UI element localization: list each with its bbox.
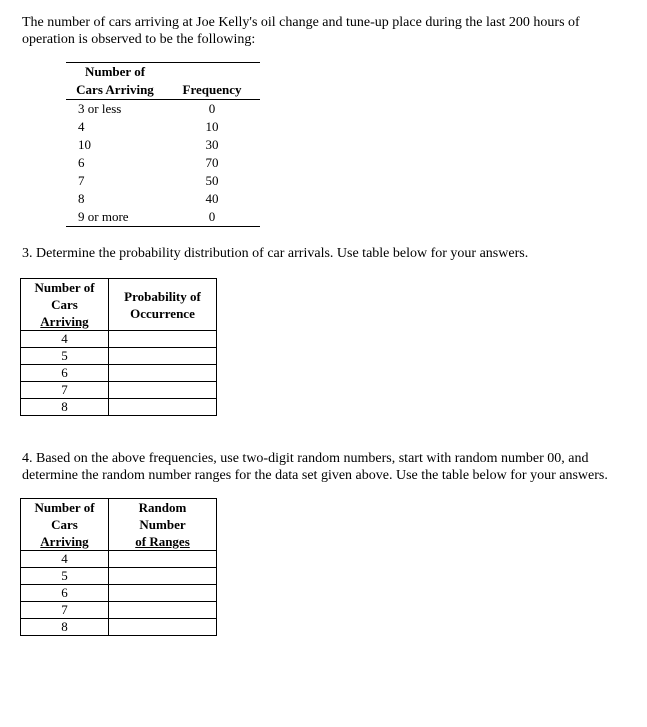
- q4-cell-cars: 7: [21, 602, 109, 619]
- q3-cell-cars: 4: [21, 331, 109, 348]
- q3-cell-cars: 7: [21, 382, 109, 399]
- table-row: [66, 118, 260, 136]
- q4-header-random-ranges: Random Number of Ranges: [109, 499, 217, 551]
- table-row: [21, 551, 217, 568]
- freq-cell-frequency: 70: [205, 155, 219, 170]
- q3-answer-cell[interactable]: [109, 399, 217, 416]
- freq-cell-cars: 3 or less: [78, 101, 122, 116]
- q3-header-cars: Number of Cars Arriving: [21, 279, 109, 331]
- question-3-text: 3. Determine the probability distribution of car arrivals. Use table below for your answers.: [22, 246, 529, 261]
- q4-answer-cell[interactable]: [109, 551, 217, 568]
- freq-cell-frequency: 10: [205, 119, 219, 134]
- intro-text: The number of cars arriving at Joe Kelly's oil change and tune-up place during the last 200 hours of operation is observed to be the following:: [22, 15, 580, 47]
- table-row: [66, 190, 260, 208]
- table-row: [66, 154, 260, 172]
- table-row: [21, 382, 217, 399]
- q4-cell-cars: 6: [21, 585, 109, 602]
- q4-answer-cell[interactable]: [109, 619, 217, 636]
- q3-cell-cars: 8: [21, 399, 109, 416]
- freq-cell-frequency: 40: [205, 191, 219, 206]
- table-row: [21, 365, 217, 382]
- q3-cell-cars: 5: [21, 348, 109, 365]
- q3-cell-cars: 6: [21, 365, 109, 382]
- freq-header-frequency: Frequency: [164, 81, 260, 100]
- frequency-table: [66, 62, 260, 227]
- table-row: [21, 348, 217, 365]
- q4-answer-cell[interactable]: [109, 568, 217, 585]
- freq-cell-frequency: 50: [205, 173, 219, 188]
- freq-cell-frequency: 0: [208, 101, 216, 116]
- q4-cell-cars: 4: [21, 551, 109, 568]
- freq-cell-cars: 8: [78, 191, 85, 206]
- table-row: [21, 619, 217, 636]
- table-row: [21, 602, 217, 619]
- q3-header-probability: Probability of Occurrence: [109, 279, 217, 331]
- question-4-text: 4. Based on the above frequencies, use two-digit random numbers, start with random number 00, and determine the random number ranges for the data set given above. Use the table below for your answers.: [22, 451, 608, 483]
- freq-cell-cars: 10: [78, 137, 91, 152]
- freq-cell-cars: 9 or more: [66, 208, 164, 227]
- q4-answer-cell[interactable]: [109, 602, 217, 619]
- q3-answer-cell[interactable]: [109, 382, 217, 399]
- table-row: [66, 136, 260, 154]
- freq-cell-cars: 4: [78, 119, 85, 134]
- q4-header-cars: Number of Cars Arriving: [21, 499, 109, 551]
- q3-answer-cell[interactable]: [109, 348, 217, 365]
- random-number-answer-table: [20, 498, 217, 636]
- table-row: [66, 208, 260, 227]
- freq-cell-frequency: 0: [164, 208, 260, 227]
- table-row: [66, 172, 260, 190]
- q3-answer-cell[interactable]: [109, 331, 217, 348]
- freq-cell-frequency: 30: [205, 137, 219, 152]
- q4-cell-cars: 5: [21, 568, 109, 585]
- table-row: [21, 331, 217, 348]
- freq-cell-cars: 6: [78, 155, 85, 170]
- table-row: [21, 568, 217, 585]
- q4-cell-cars: 8: [21, 619, 109, 636]
- probability-answer-table: [20, 278, 217, 416]
- freq-header-cars-line2: Cars Arriving: [66, 81, 164, 100]
- table-row: [21, 399, 217, 416]
- freq-cell-cars: 7: [78, 173, 85, 188]
- table-row: [66, 100, 260, 119]
- table-row: [21, 585, 217, 602]
- q3-answer-cell[interactable]: [109, 365, 217, 382]
- q4-answer-cell[interactable]: [109, 585, 217, 602]
- freq-header-cars-line1: Number of: [66, 63, 164, 82]
